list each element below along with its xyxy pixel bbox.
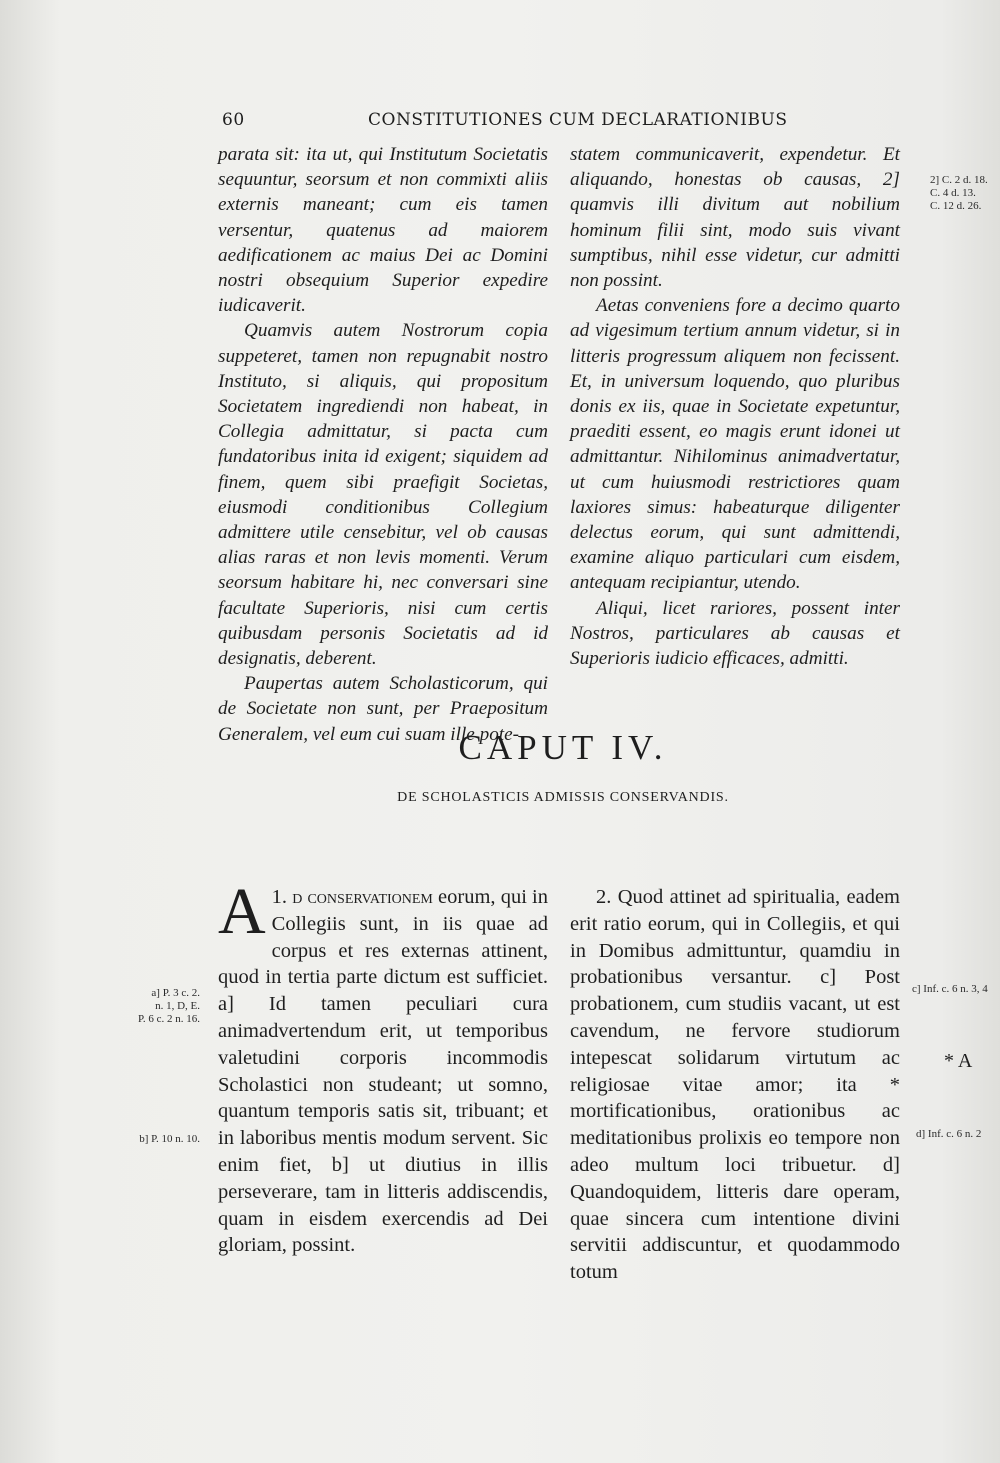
paragraph: Paupertas autem Scholasticorum, qui de Societate non sunt, per Praepositum Generalem, vel eum cui suam ille pote- bbox=[218, 673, 548, 745]
running-title: CONSTITUTIONES CUM DECLARATIONIBUS bbox=[368, 110, 788, 130]
top-right-column bbox=[570, 142, 900, 671]
margin-note-a: a] P. 3 c. 2. n. 1, D, E. P. 6 c. 2 n. 16. bbox=[137, 987, 200, 1025]
running-header bbox=[218, 110, 908, 134]
margin-note-d: d] Inf. c. 6 n. 2 bbox=[916, 1128, 982, 1140]
bottom-left-column bbox=[218, 875, 548, 1259]
paragraph-2: 2. Quod attinet ad spiritualia, eadem erit ratio eorum, qui in Collegiis, et qui in Domibus admittuntur, quamdiu in probationibus versantur. c] Post probationem, cum studiis vacant, ut est cavendum, ne fervore studiorum intepescat solidarum virtutum ac religiosae vitae amor; ita * mortificationibus, orationibus ac meditationibus prolixis eo tempore non adeo multum loci tribuetur. d] Quandoquidem, litteris dare operam, quae sincera cum intentione divini servitii addiscuntur, et quodammodo totum bbox=[570, 886, 900, 1284]
chapter-subtitle: DE SCHOLASTICIS ADMISSIS CONSERVANDIS. bbox=[397, 790, 729, 805]
page-number: 60 bbox=[222, 110, 245, 130]
paragraph-text: eorum, qui in Collegiis sunt, in iis quae ad corpus et res externas attinent, quod in tertia parte dictum est sufficiet. a] Id tamen peculiari cura animadvertendum erit, ut temporibus valetudini corporis incommodis Scholastici non studeant; ut somno, quantum temporis satis sit, tribuant; et in laboribus mentis modum servent. Sic enim fiet, b] ut diutius in illis perseverare, tam in litteris addiscendis, quam in eisdem exercendis ad Dei gloriam, possint. bbox=[218, 886, 548, 1257]
drop-cap: A bbox=[218, 875, 266, 948]
margin-mark-star: * A bbox=[944, 1050, 973, 1072]
paragraph-1 bbox=[218, 875, 548, 1259]
paragraph: parata sit: ita ut, qui Institutum Societatis sequuntur, seorsum et non commixti aliis externis maneant; cum eis tamen versentur, quatenus ad maiorem aedificationem ac maius Dei ac Domini nostri obsequium Superior expedire iudicaverit. bbox=[218, 144, 548, 317]
paragraph: statem communicaverit, expendetur. Et aliquando, honestas ob causas, 2] quamvis illi divitum aut nobilium hominum filii sint, modo suis vivant sumptibus, nihil esse videtur, cur admitti non possint. bbox=[570, 144, 900, 292]
paragraph: Aetas conveniens fore a decimo quarto ad vigesimum tertium annum videtur, si in litteris progressum aliquem non fecissent. Et, in universum loquendo, quo pluribus donis ex iis, quae in Societate expetuntur, praediti essent, eo magis erunt idonei ut admittantur. Nihilominus animadvertatur, ut cum huiusmodi restrictiores quam laxiores simus: habeaturque diligenter delectus eorum, qui sunt admittendi, examine aliquo particulari cum eisdem, antequam recipiantur, utendo. bbox=[570, 295, 900, 594]
paragraph: Aliqui, licet rariores, possent inter Nostros, particulares ab causas et Superioris iudicio efficaces, admitti. bbox=[570, 597, 900, 670]
margin-note-2: 2] C. 2 d. 18. C. 4 d. 13. C. 12 d. 26. bbox=[930, 174, 988, 212]
chapter-title: CAPUT IV. bbox=[458, 728, 668, 767]
paragraph: Quamvis autem Nostrorum copia suppeteret, tamen non repugnabit nostro Instituto, si aliquis, qui propositum Societatem ingrediendi non habeat, in Collegia admittatur, si pacta cum fundatoribus inita id exigent; siquidem ad finem, quem sibi praefigit Societas, eiusmodi conditionibus Collegium admittere utile censebitur, vel ob causas alias raras et non levis momenti. Verum seorsum habitare hi, nec conversari sine facultate Superioris, nisi cum certis quibusdam personis Societatis ad id designatis, deberent. bbox=[218, 320, 548, 670]
lead-words: d conservationem bbox=[292, 886, 433, 908]
bottom-right-column bbox=[570, 884, 900, 1286]
paragraph-number: 1. bbox=[271, 886, 288, 908]
top-left-column bbox=[218, 142, 548, 747]
margin-note-b: b] P. 10 n. 10. bbox=[139, 1133, 200, 1145]
margin-note-c: c] Inf. c. 6 n. 3, 4 bbox=[912, 983, 988, 995]
